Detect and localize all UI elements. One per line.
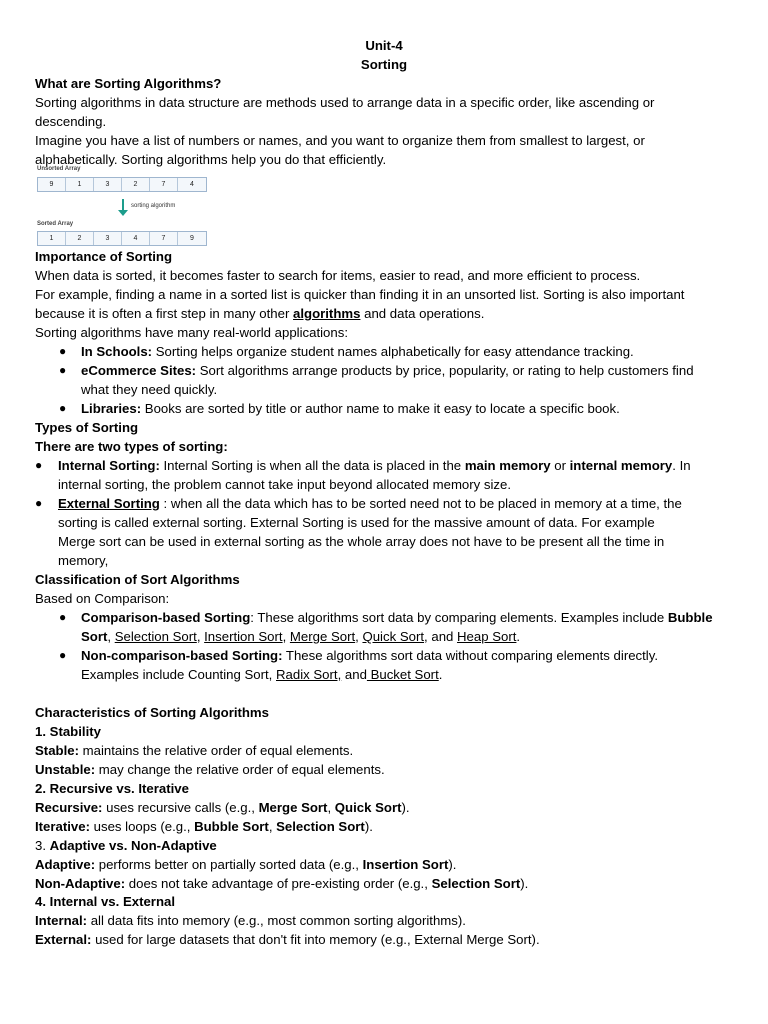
text-span: : These algorithms sort data by comparing elements. Examples include <box>250 610 668 625</box>
text-span: These algorithms sort data without comparing elements directly. <box>282 648 659 663</box>
selection-sort-link[interactable]: Selection Sort <box>114 629 197 644</box>
list-item <box>81 361 694 380</box>
importance-line: For example, finding a name in a sorted list is quicker than finding it in an unsorted list. Sorting is also important <box>35 287 685 302</box>
external-sorting-item <box>58 494 682 513</box>
array-cell: 1 <box>66 178 94 191</box>
importance-heading: Importance of Sorting <box>35 249 173 264</box>
text-span: , <box>355 629 363 644</box>
array-cell: 2 <box>122 178 150 191</box>
types-heading: Types of Sorting <box>35 420 139 435</box>
bold-term: Sort <box>81 629 108 644</box>
list-item <box>81 342 634 361</box>
text-span: ). <box>448 857 457 872</box>
text-span: uses recursive calls (e.g., <box>102 800 259 815</box>
bold-term: Bubble <box>667 610 713 625</box>
bold-term: main memory <box>464 458 551 473</box>
text-span: performs better on partially sorted data (e.g., <box>95 857 363 872</box>
stability-heading: 1. Stability <box>35 724 101 739</box>
characteristics-heading: Characteristics of Sorting Algorithms <box>35 705 269 720</box>
importance-line <box>35 304 484 323</box>
term: Comparison-based Sorting <box>81 610 251 625</box>
external-sorting-continuation: Merge sort can be used in external sorting as the whole array does not have to be present all the time in <box>58 534 665 549</box>
list-item-text: Books are sorted by title or author name to make it easy to locate a specific book. <box>141 401 620 416</box>
list-item-text: Sort algorithms arrange products by price, popularity, or rating to help customers find <box>196 363 694 378</box>
text-span: , and <box>424 629 458 644</box>
array-cell: 9 <box>190 235 194 242</box>
text-span: and <box>341 667 367 682</box>
term: Adaptive: <box>35 857 96 872</box>
external-sorting-link[interactable]: External Sorting <box>58 496 160 511</box>
text-span: because it is often a first step in many other <box>35 306 294 321</box>
sorted-array <box>37 231 207 246</box>
bucket-sort-link[interactable]: Bucket Sort <box>366 667 439 682</box>
page-title: Sorting <box>360 57 408 72</box>
arrow-head-icon <box>118 210 128 216</box>
text-span: . <box>516 629 521 644</box>
bullet-icon: ● <box>59 401 67 415</box>
text-span: Examples include Counting Sort, <box>81 667 276 682</box>
text-span: or <box>550 458 570 473</box>
text-span: , <box>107 629 115 644</box>
text-span: ). <box>401 800 410 815</box>
unit-label: Unit-4 <box>365 38 403 53</box>
list-item-term: eCommerce Sites: <box>81 363 197 378</box>
classification-basis: Based on Comparison: <box>35 591 170 606</box>
quick-sort-link[interactable]: Quick Sort <box>362 629 425 644</box>
noncomparison-sorting-continuation <box>81 665 442 684</box>
array-cell: 7 <box>150 232 178 245</box>
definition-line <box>35 855 456 874</box>
list-item-continuation: what they need quickly. <box>81 382 218 397</box>
unsorted-array <box>37 177 207 192</box>
intro-paragraph-line: alphabetically. Sorting algorithms help you do that efficiently. <box>35 152 387 167</box>
noncomparison-sorting-item <box>81 646 658 665</box>
sorting-diagram <box>35 166 225 248</box>
text-span: Internal Sorting is when all the data is placed in the <box>159 458 465 473</box>
text-span: maintains the relative order of equal elements. <box>78 743 354 758</box>
text-span: . <box>438 667 443 682</box>
list-item-text: Sorting helps organize student names alphabetically for easy attendance tracking. <box>152 344 634 359</box>
bold-term: Bubble Sort <box>194 819 269 834</box>
term: Internal: <box>35 913 88 928</box>
text-span: : when all the data which has to be sorted need not to be placed in memory at a time, the <box>159 496 682 511</box>
comparison-sorting-item <box>81 608 713 627</box>
definition-line <box>35 798 410 817</box>
bullet-icon: ● <box>59 363 67 377</box>
term: Internal Sorting: <box>58 458 160 473</box>
insertion-sort-link[interactable]: Insertion Sort <box>204 629 283 644</box>
unsorted-array-label: Unsorted Array <box>37 166 81 172</box>
internal-external-heading: 4. Internal vs. External <box>35 894 175 909</box>
text-span: ). <box>364 819 373 834</box>
text-span: , <box>268 819 277 834</box>
array-cell: 4 <box>190 181 194 188</box>
merge-sort-link[interactable]: Merge Sort <box>289 629 356 644</box>
text-span: and data operations. <box>360 306 485 321</box>
adaptive-heading <box>35 836 217 855</box>
text-span: , <box>196 629 205 644</box>
external-sorting-continuation: sorting is called external sorting. External Sorting is used for the massive amount of data. For example <box>58 515 655 530</box>
term: External: <box>35 932 92 947</box>
types-subheading: There are two types of sorting: <box>35 439 228 454</box>
bullet-icon: ● <box>35 496 43 510</box>
intro-heading: What are Sorting Algorithms? <box>35 76 222 91</box>
definition-line <box>35 817 373 836</box>
term: Unstable: <box>35 762 96 777</box>
array-cell: 9 <box>38 178 66 191</box>
definition-line <box>35 741 353 760</box>
list-item-term: In Schools: <box>81 344 153 359</box>
comparison-sorting-continuation <box>81 627 520 646</box>
intro-paragraph-line: Imagine you have a list of numbers or names, and you want to organize them from smallest to largest, or <box>35 133 645 148</box>
term: Recursive: <box>35 800 103 815</box>
bold-term: Adaptive vs. Non-Adaptive <box>49 838 217 853</box>
algorithms-link[interactable]: algorithms <box>293 306 361 321</box>
recursive-heading: 2. Recursive vs. Iterative <box>35 781 189 796</box>
list-item <box>81 399 620 418</box>
text-span: all data fits into memory (e.g., most common sorting algorithms). <box>87 913 466 928</box>
bold-term: Selection Sort <box>431 876 521 891</box>
bullet-icon: ● <box>35 458 43 472</box>
radix-sort-link[interactable]: Radix Sort, <box>276 667 342 682</box>
definition-line <box>35 874 528 893</box>
importance-line: Sorting algorithms have many real-world applications: <box>35 325 348 340</box>
bold-term: Quick Sort <box>334 800 402 815</box>
array-cell: 4 <box>122 232 150 245</box>
definition-line <box>35 930 540 949</box>
text-span: , <box>327 800 335 815</box>
definition-line <box>35 760 385 779</box>
intro-paragraph-line: descending. <box>35 114 107 129</box>
importance-line: When data is sorted, it becomes faster to search for items, easier to read, and more efficient to process. <box>35 268 641 283</box>
external-sorting-continuation: memory, <box>58 553 109 568</box>
classification-heading: Classification of Sort Algorithms <box>35 572 240 587</box>
heap-sort-link[interactable]: Heap Sort <box>457 629 517 644</box>
array-cell: 7 <box>150 178 178 191</box>
array-cell: 2 <box>66 232 94 245</box>
intro-paragraph-line: Sorting algorithms in data structure are methods used to arrange data in a specific order, like ascending or <box>35 95 655 110</box>
term: Stable: <box>35 743 79 758</box>
text-span: used for large datasets that don't fit into memory (e.g., External Merge Sort). <box>91 932 540 947</box>
definition-line <box>35 911 466 930</box>
text-span: ). <box>520 876 529 891</box>
bullet-icon: ● <box>59 610 67 624</box>
sorting-algorithm-label: sorting algorithm <box>131 203 176 209</box>
sorted-array-label: Sorted Array <box>37 221 74 227</box>
term: Non-Adaptive: <box>35 876 126 891</box>
array-cell: 1 <box>38 232 66 245</box>
text-span: uses loops (e.g., <box>89 819 195 834</box>
text-span: . In <box>672 458 691 473</box>
bold-term: Insertion Sort <box>362 857 449 872</box>
text-span: may change the relative order of equal elements. <box>95 762 385 777</box>
text-span: does not take advantage of pre-existing order (e.g., <box>125 876 432 891</box>
internal-sorting-item <box>58 456 691 475</box>
array-cell: 3 <box>94 178 122 191</box>
text-span: 3. <box>35 838 50 853</box>
array-cell: 3 <box>94 232 122 245</box>
bullet-icon: ● <box>59 648 67 662</box>
bold-term: internal memory <box>569 458 673 473</box>
term: Iterative: <box>35 819 90 834</box>
bold-term: Merge Sort <box>258 800 328 815</box>
text-span: , <box>282 629 290 644</box>
bullet-icon: ● <box>59 344 67 358</box>
term: Non-comparison-based Sorting: <box>81 648 283 663</box>
internal-sorting-continuation: internal sorting, the problem cannot take input beyond allocated memory size. <box>58 477 512 492</box>
bold-term: Selection Sort <box>276 819 365 834</box>
list-item-term: Libraries: <box>81 401 142 416</box>
